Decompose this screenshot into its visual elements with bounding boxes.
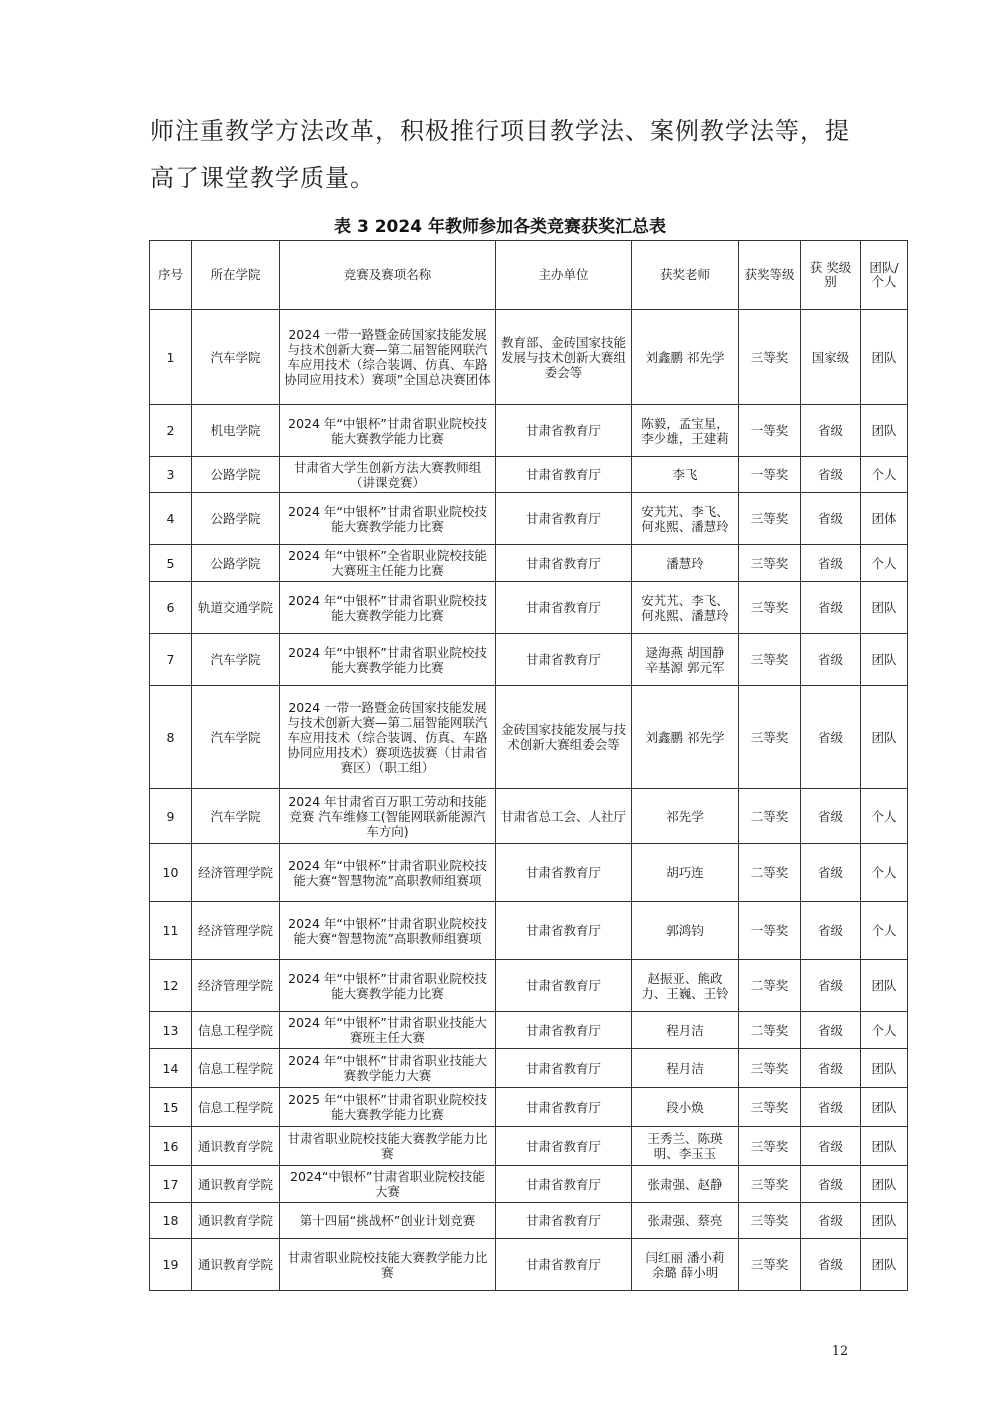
level-cell: 省级 xyxy=(801,582,861,634)
college-cell: 信息工程学院 xyxy=(192,1012,280,1049)
college-cell: 通识教育学院 xyxy=(192,1203,280,1239)
teacher-cell: 安艽艽、李飞、何兆熙、潘慧玲 xyxy=(632,582,739,634)
teacher-cell: 张肃强、蔡亮 xyxy=(632,1203,739,1239)
seq-cell: 15 xyxy=(150,1088,192,1127)
level-cell: 省级 xyxy=(801,960,861,1012)
organizer-cell: 金砖国家技能发展与技术创新大赛组委会等 xyxy=(496,686,632,789)
seq-cell: 3 xyxy=(150,457,192,493)
teacher-cell: 陈毅，孟宝星，李少雄，王建莉 xyxy=(632,405,739,457)
competition-cell: 2024 年“中银杯”甘肃省职业院校技能大赛“智慧物流”高职教师组赛项 xyxy=(280,844,496,902)
table-body xyxy=(150,310,908,1291)
award-cell: 二等奖 xyxy=(739,1012,801,1049)
header-organizer: 主办单位 xyxy=(496,241,632,310)
seq-cell: 8 xyxy=(150,686,192,789)
college-cell: 公路学院 xyxy=(192,457,280,493)
seq-cell: 14 xyxy=(150,1049,192,1088)
header-type: 团队/个人 xyxy=(861,241,908,310)
level-cell: 省级 xyxy=(801,493,861,545)
table-row xyxy=(150,1088,908,1127)
header-level: 获 奖级别 xyxy=(801,241,861,310)
award-cell: 三等奖 xyxy=(739,634,801,686)
paragraph-line: 高了课堂教学质量。 xyxy=(150,164,375,192)
award-cell: 一等奖 xyxy=(739,902,801,960)
page-number: 12 xyxy=(831,1344,849,1359)
competition-cell: 2024 年“中银杯”甘肃省职业院校技能大赛教学能力比赛 xyxy=(280,634,496,686)
level-cell: 省级 xyxy=(801,405,861,457)
level-cell: 国家级 xyxy=(801,310,861,405)
type-cell: 个人 xyxy=(861,457,908,493)
table-row xyxy=(150,582,908,634)
teacher-cell: 段小焕 xyxy=(632,1088,739,1127)
college-cell: 经济管理学院 xyxy=(192,960,280,1012)
type-cell: 团队 xyxy=(861,310,908,405)
college-cell: 汽车学院 xyxy=(192,634,280,686)
level-cell: 省级 xyxy=(801,686,861,789)
award-cell: 三等奖 xyxy=(739,582,801,634)
award-cell: 三等奖 xyxy=(739,545,801,582)
college-cell: 公路学院 xyxy=(192,545,280,582)
level-cell: 省级 xyxy=(801,1166,861,1203)
type-cell: 团体 xyxy=(861,493,908,545)
body-paragraph xyxy=(150,108,870,202)
level-cell: 省级 xyxy=(801,902,861,960)
seq-cell: 17 xyxy=(150,1166,192,1203)
teacher-cell: 潘慧玲 xyxy=(632,545,739,582)
table-row xyxy=(150,686,908,789)
competition-cell: 甘肃省大学生创新方法大赛教师组（讲课竞赛） xyxy=(280,457,496,493)
organizer-cell: 甘肃省教育厅 xyxy=(496,634,632,686)
table-row xyxy=(150,310,908,405)
table-header-row xyxy=(150,241,908,310)
seq-cell: 9 xyxy=(150,789,192,844)
competition-cell: 2024 年“中银杯”甘肃省职业院校技能大赛“智慧物流”高职教师组赛项 xyxy=(280,902,496,960)
award-cell: 二等奖 xyxy=(739,844,801,902)
seq-cell: 12 xyxy=(150,960,192,1012)
teacher-cell: 刘鑫鹏 祁先学 xyxy=(632,310,739,405)
paragraph-line: 师注重教学方法改革，积极推行项目教学法、案例教学法等，提 xyxy=(150,117,850,145)
organizer-cell: 甘肃省教育厅 xyxy=(496,405,632,457)
college-cell: 汽车学院 xyxy=(192,310,280,405)
award-cell: 三等奖 xyxy=(739,1239,801,1291)
organizer-cell: 甘肃省教育厅 xyxy=(496,545,632,582)
level-cell: 省级 xyxy=(801,1203,861,1239)
table-row xyxy=(150,902,908,960)
organizer-cell: 甘肃省教育厅 xyxy=(496,1239,632,1291)
type-cell: 个人 xyxy=(861,789,908,844)
teacher-cell: 安艽艽、李飞、何兆熙、潘慧玲 xyxy=(632,493,739,545)
table-row xyxy=(150,1203,908,1239)
organizer-cell: 甘肃省教育厅 xyxy=(496,902,632,960)
teacher-cell: 赵振亚、熊政力、王巍、王铃 xyxy=(632,960,739,1012)
competition-cell: 2024 年“中银杯”甘肃省职业技能大赛教学能力大赛 xyxy=(280,1049,496,1088)
table-row xyxy=(150,1127,908,1166)
organizer-cell: 甘肃省教育厅 xyxy=(496,582,632,634)
award-cell: 三等奖 xyxy=(739,1203,801,1239)
type-cell: 团队 xyxy=(861,1049,908,1088)
level-cell: 省级 xyxy=(801,789,861,844)
college-cell: 通识教育学院 xyxy=(192,1239,280,1291)
organizer-cell: 教育部、金砖国家技能发展与技术创新大赛组委会等 xyxy=(496,310,632,405)
table-row xyxy=(150,457,908,493)
teacher-cell: 郭鸿钧 xyxy=(632,902,739,960)
type-cell: 团队 xyxy=(861,634,908,686)
seq-cell: 5 xyxy=(150,545,192,582)
award-cell: 三等奖 xyxy=(739,493,801,545)
table-caption: 表 3 2024 年教师参加各类竞赛获奖汇总表 xyxy=(334,217,666,237)
header-college: 所在学院 xyxy=(192,241,280,310)
table-row xyxy=(150,789,908,844)
award-cell: 三等奖 xyxy=(739,686,801,789)
teacher-cell: 李飞 xyxy=(632,457,739,493)
award-cell: 二等奖 xyxy=(739,960,801,1012)
type-cell: 个人 xyxy=(861,902,908,960)
competition-cell: 2024 年甘肃省百万职工劳动和技能竞赛 汽车维修工(智能网联新能源汽车方向) xyxy=(280,789,496,844)
organizer-cell: 甘肃省教育厅 xyxy=(496,1088,632,1127)
type-cell: 团队 xyxy=(861,405,908,457)
table-row xyxy=(150,1166,908,1203)
organizer-cell: 甘肃省教育厅 xyxy=(496,1127,632,1166)
seq-cell: 1 xyxy=(150,310,192,405)
college-cell: 信息工程学院 xyxy=(192,1049,280,1088)
competition-cell: 2024 一带一路暨金砖国家技能发展与技术创新大赛—第二届智能网联汽车应用技术（综合装调、仿真、车路协同应用技术）赛项”全国总决赛团体 xyxy=(280,310,496,405)
teacher-cell: 程月洁 xyxy=(632,1049,739,1088)
level-cell: 省级 xyxy=(801,1239,861,1291)
type-cell: 个人 xyxy=(861,545,908,582)
organizer-cell: 甘肃省教育厅 xyxy=(496,1203,632,1239)
college-cell: 经济管理学院 xyxy=(192,844,280,902)
type-cell: 团队 xyxy=(861,1203,908,1239)
award-cell: 一等奖 xyxy=(739,405,801,457)
competition-cell: 第十四届“挑战杯”创业计划竞赛 xyxy=(280,1203,496,1239)
organizer-cell: 甘肃省教育厅 xyxy=(496,1012,632,1049)
level-cell: 省级 xyxy=(801,634,861,686)
seq-cell: 13 xyxy=(150,1012,192,1049)
award-cell: 三等奖 xyxy=(739,1127,801,1166)
award-cell: 三等奖 xyxy=(739,1166,801,1203)
seq-cell: 7 xyxy=(150,634,192,686)
organizer-cell: 甘肃省总工会、人社厅 xyxy=(496,789,632,844)
organizer-cell: 甘肃省教育厅 xyxy=(496,1166,632,1203)
table-row xyxy=(150,545,908,582)
table-row xyxy=(150,634,908,686)
award-cell: 三等奖 xyxy=(739,310,801,405)
college-cell: 经济管理学院 xyxy=(192,902,280,960)
table-row xyxy=(150,1239,908,1291)
seq-cell: 16 xyxy=(150,1127,192,1166)
seq-cell: 11 xyxy=(150,902,192,960)
competition-cell: 甘肃省职业院校技能大赛教学能力比赛 xyxy=(280,1239,496,1291)
organizer-cell: 甘肃省教育厅 xyxy=(496,844,632,902)
level-cell: 省级 xyxy=(801,844,861,902)
competition-cell: 2024“中银杯”甘肃省职业院校技能大赛 xyxy=(280,1166,496,1203)
level-cell: 省级 xyxy=(801,1049,861,1088)
college-cell: 通识教育学院 xyxy=(192,1127,280,1166)
type-cell: 个人 xyxy=(861,844,908,902)
level-cell: 省级 xyxy=(801,1088,861,1127)
teacher-cell: 胡巧连 xyxy=(632,844,739,902)
competition-cell: 2024 一带一路暨金砖国家技能发展与技术创新大赛—第二届智能网联汽车应用技术（综合装调、仿真、车路协同应用技术）赛项选拔赛（甘肃省赛区）（职工组） xyxy=(280,686,496,789)
award-cell: 一等奖 xyxy=(739,457,801,493)
type-cell: 团队 xyxy=(861,1239,908,1291)
level-cell: 省级 xyxy=(801,545,861,582)
college-cell: 汽车学院 xyxy=(192,789,280,844)
organizer-cell: 甘肃省教育厅 xyxy=(496,1049,632,1088)
teacher-cell: 逯海燕 胡国静 辛基源 郭元军 xyxy=(632,634,739,686)
header-competition: 竞赛及赛项名称 xyxy=(280,241,496,310)
header-award: 获奖等级 xyxy=(739,241,801,310)
teacher-cell: 祁先学 xyxy=(632,789,739,844)
seq-cell: 18 xyxy=(150,1203,192,1239)
header-teacher: 获奖老师 xyxy=(632,241,739,310)
seq-cell: 19 xyxy=(150,1239,192,1291)
competition-cell: 2024 年“中银杯”甘肃省职业技能大赛班主任大赛 xyxy=(280,1012,496,1049)
college-cell: 轨道交通学院 xyxy=(192,582,280,634)
college-cell: 机电学院 xyxy=(192,405,280,457)
competition-cell: 2024 年“中银杯”甘肃省职业院校技能大赛教学能力比赛 xyxy=(280,493,496,545)
type-cell: 团队 xyxy=(861,1088,908,1127)
teacher-cell: 张肃强、赵静 xyxy=(632,1166,739,1203)
type-cell: 团队 xyxy=(861,1166,908,1203)
seq-cell: 10 xyxy=(150,844,192,902)
teacher-cell: 刘鑫鹏 祁先学 xyxy=(632,686,739,789)
type-cell: 团队 xyxy=(861,582,908,634)
competition-cell: 2024 年“中银杯”甘肃省职业院校技能大赛教学能力比赛 xyxy=(280,582,496,634)
type-cell: 团队 xyxy=(861,686,908,789)
seq-cell: 4 xyxy=(150,493,192,545)
level-cell: 省级 xyxy=(801,1012,861,1049)
table-row xyxy=(150,1012,908,1049)
award-cell: 三等奖 xyxy=(739,1088,801,1127)
table-row xyxy=(150,405,908,457)
type-cell: 团队 xyxy=(861,1127,908,1166)
table-row xyxy=(150,844,908,902)
table-row xyxy=(150,1049,908,1088)
type-cell: 团队 xyxy=(861,960,908,1012)
award-cell: 三等奖 xyxy=(739,1049,801,1088)
type-cell: 个人 xyxy=(861,1012,908,1049)
college-cell: 通识教育学院 xyxy=(192,1166,280,1203)
header-seq: 序号 xyxy=(150,241,192,310)
seq-cell: 6 xyxy=(150,582,192,634)
competition-cell: 2025 年“中银杯”甘肃省职业院校技能大赛教学能力比赛 xyxy=(280,1088,496,1127)
teacher-cell: 王秀兰、陈瑛明、李玉玉 xyxy=(632,1127,739,1166)
competition-cell: 2024 年“中银杯”甘肃省职业院校技能大赛教学能力比赛 xyxy=(280,405,496,457)
college-cell: 汽车学院 xyxy=(192,686,280,789)
competition-cell: 2024 年“中银杯”甘肃省职业院校技能大赛教学能力比赛 xyxy=(280,960,496,1012)
organizer-cell: 甘肃省教育厅 xyxy=(496,493,632,545)
teacher-cell: 程月洁 xyxy=(632,1012,739,1049)
teacher-cell: 闫红丽 潘小莉 余璐 薛小明 xyxy=(632,1239,739,1291)
awards-table xyxy=(149,240,908,1291)
competition-cell: 2024 年“中银杯”全省职业院校技能大赛班主任能力比赛 xyxy=(280,545,496,582)
college-cell: 信息工程学院 xyxy=(192,1088,280,1127)
college-cell: 公路学院 xyxy=(192,493,280,545)
level-cell: 省级 xyxy=(801,457,861,493)
award-cell: 二等奖 xyxy=(739,789,801,844)
organizer-cell: 甘肃省教育厅 xyxy=(496,457,632,493)
level-cell: 省级 xyxy=(801,1127,861,1166)
table-row xyxy=(150,493,908,545)
organizer-cell: 甘肃省教育厅 xyxy=(496,960,632,1012)
table-row xyxy=(150,960,908,1012)
competition-cell: 甘肃省职业院校技能大赛教学能力比赛 xyxy=(280,1127,496,1166)
seq-cell: 2 xyxy=(150,405,192,457)
